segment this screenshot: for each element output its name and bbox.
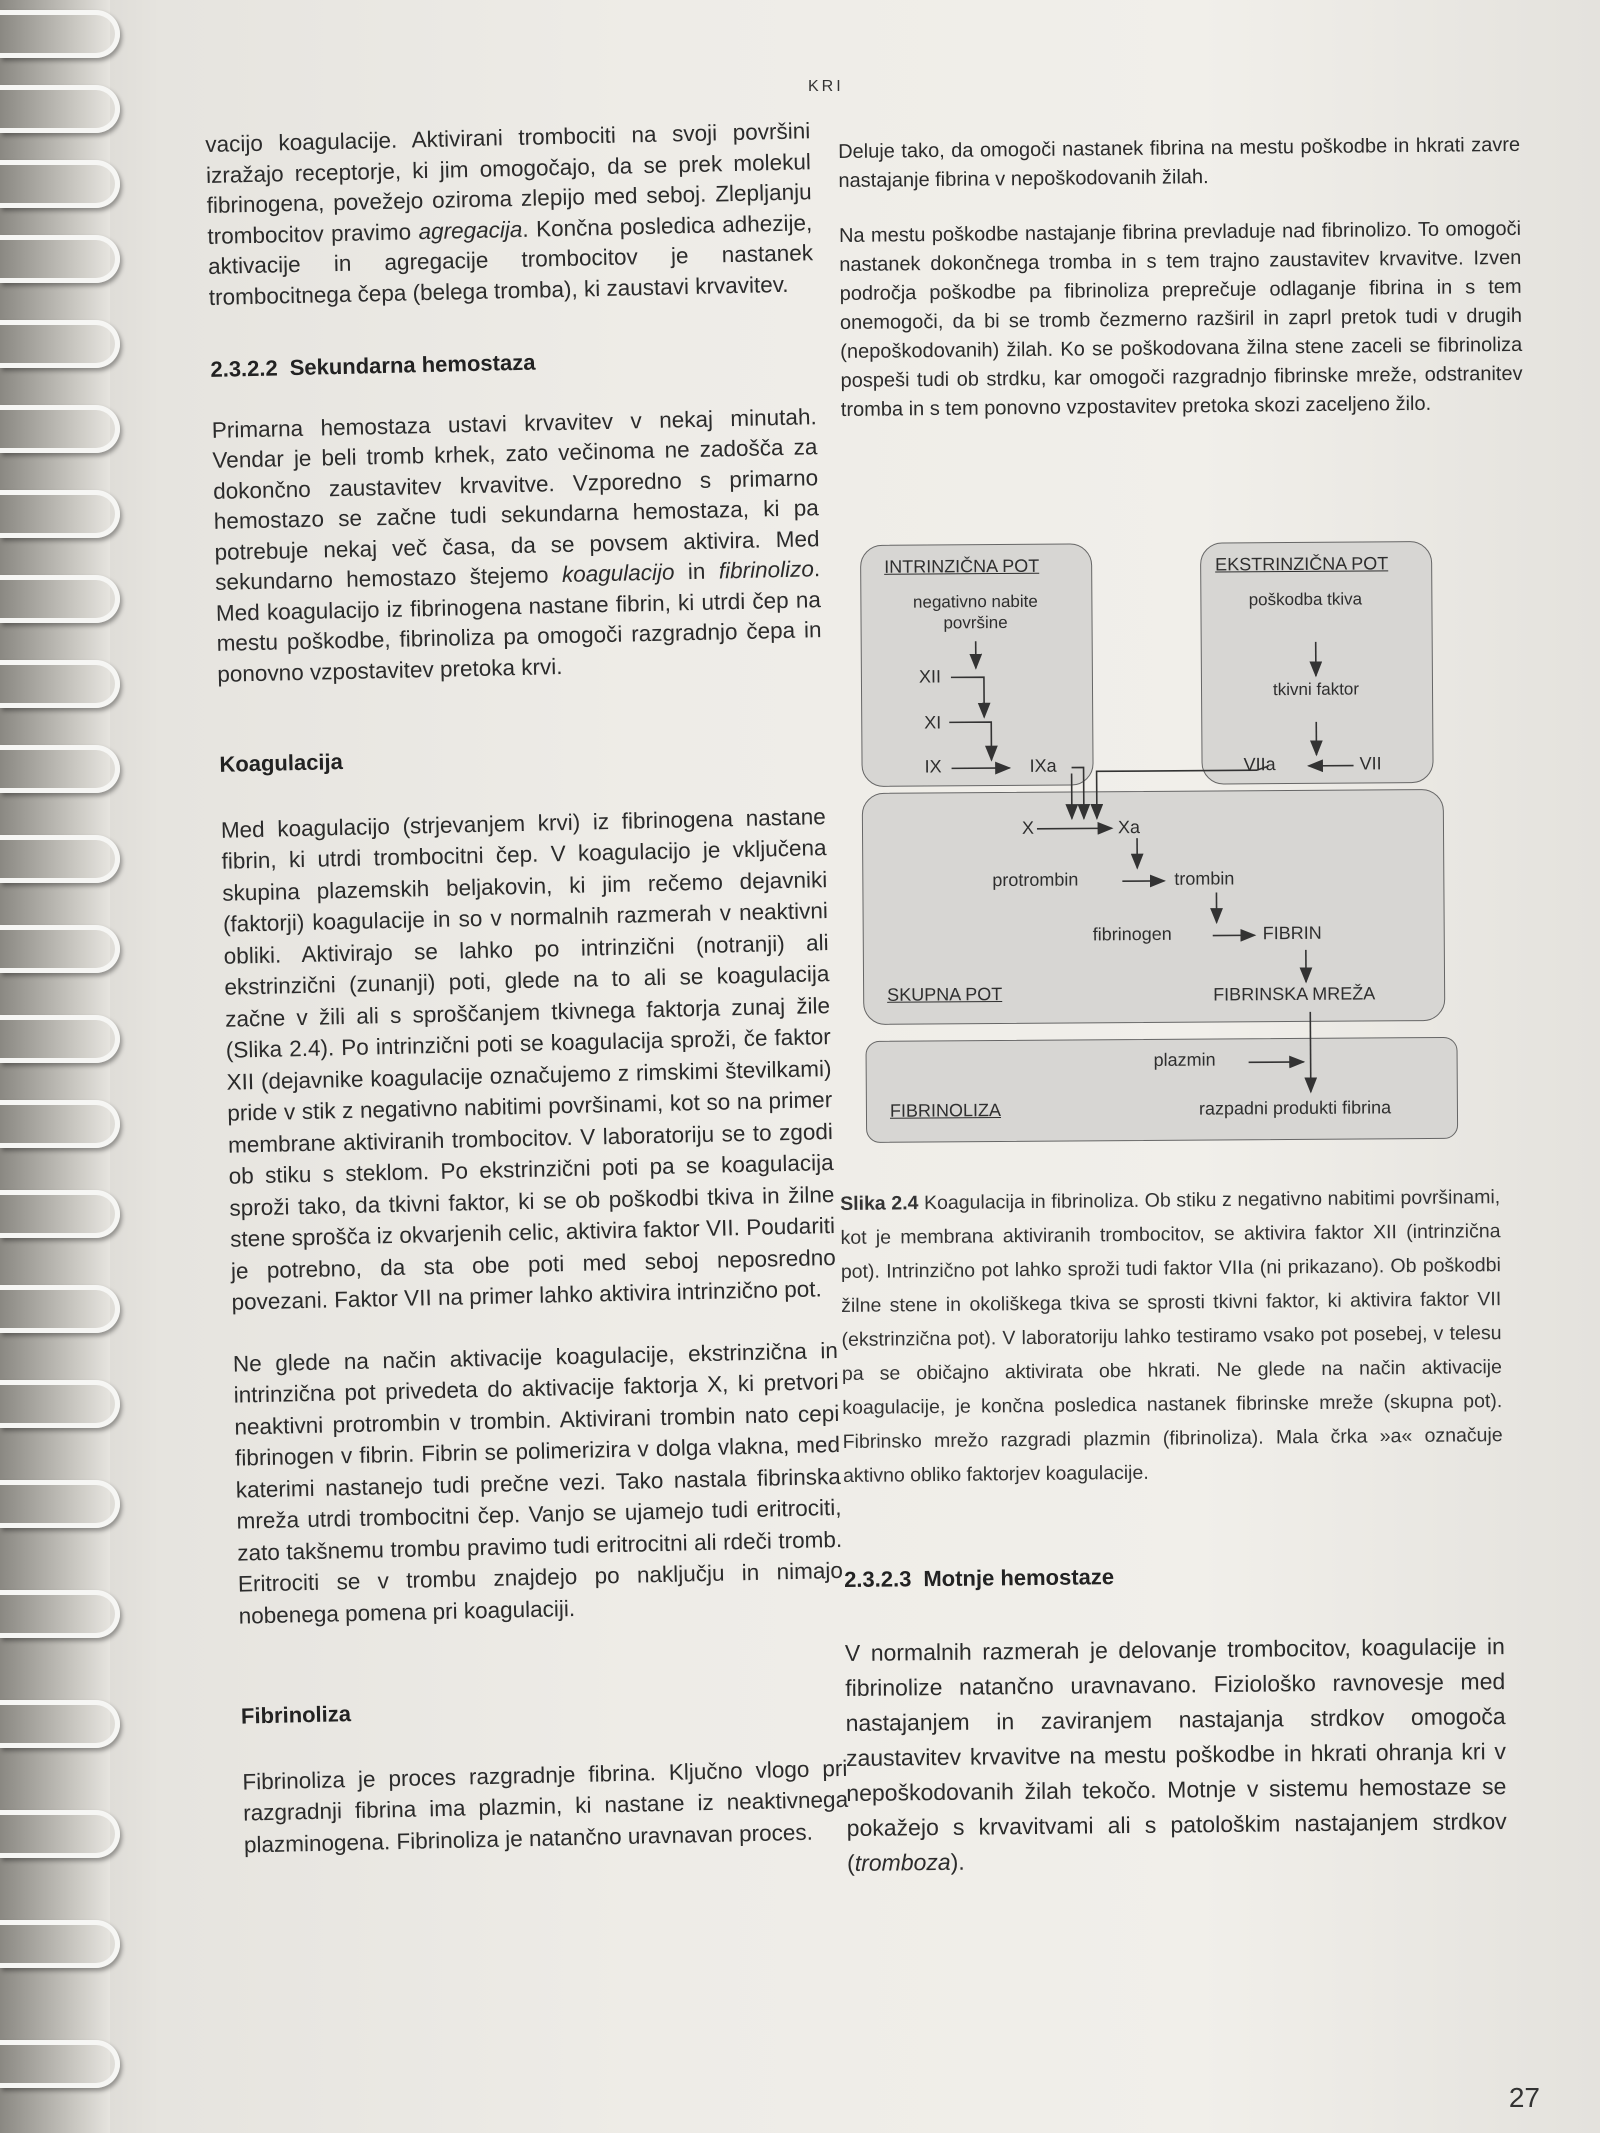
paragraph-deluje: Deluje tako, da omogoči nastanek fibrina na mestu poškodbe in hkrati zavre nastajanje fibrina v nepoškodovanih žilah. <box>838 133 1521 192</box>
binding-ring <box>0 1810 120 1858</box>
factor-vii: VII <box>1359 753 1382 774</box>
binding-ring <box>0 490 120 538</box>
page-number: 27 <box>1508 2082 1540 2113</box>
binding-ring <box>0 1700 120 1748</box>
paragraph-koagulacija-2: Ne glede na način aktivacije koagulacije, ekstrinzična in intrinzična pot privedeta do aktivacije faktorja X, ki pretvori neaktivni protrombin v trombin. Aktivirani trombin nato cepi fibrinogen v fibrin. Fibrin se polimerizira v dolga vlakna, med katerimi nastanejo tudi prečne vezi. Tako nastala fibrinska mreža utrdi trombocitni čep. Vanjo se ujamejo tudi eritrociti, zato takšnemu trombu pravimo tudi eritrocitni ali rdeči tromb. Eritrociti se v trombu znajdejo po naključju in nimajo nobenega pomena pri koagulaciji. <box>232 1337 844 1629</box>
running-head: KRI <box>808 78 844 95</box>
tissue-factor: tkivni faktor <box>1272 679 1360 700</box>
binding-ring <box>0 835 120 883</box>
binding-ring <box>0 1590 120 1638</box>
heading-motnje-hemostaze: 2.3.2.3 Motnje hemostaze <box>843 1564 1115 1592</box>
binding-ring <box>0 1380 120 1428</box>
binding-ring <box>0 575 120 623</box>
figure-caption: Slika 2.4 Koagulacija in fibrinoliza. Ob stiku z negativno nabitimi površinami, kot je membrana aktiviranih trombocitov, se aktivira faktor XII (intrinzična pot). Intrinzično pot lahko sproži tudi faktor VIIa (ni prikazano). Ob poškodbi žilne stene in okoliškega tkiva se sprosti tkivni faktor, ki aktivira faktor VII (ekstrinzična pot). V laboratoriju lahko testiramo vsako pot posebej, v telesu pa se običajno aktivirata obe hkrati. Ne glede na način aktivacije koagulacije, je končna posledica nastanek fibrinske mreže (skupna pot). Fibrinsko mrežo razgradi plazmin (fibrinoliza). Mala črka »a« označuje aktivno obliko faktorjev koagulacije. <box>840 1186 1503 1487</box>
paragraph-motnje: V normalnih razmerah je delovanje trombocitov, koagulacije in fibrinolize natančno uravnavano. Fiziološko ravnovesje med nastajanjem in zaviranjem nastajanja strdkov omogoča zaustavitev krvavitve na mestu poškodbe in hkrati ohranja kri v nepoškodovanih žilah tekočo. Motnje v sistemu hemostaze se pokažejo s krvavitvami ali s patološkim nastajanjem strdkov (tromboza). <box>844 1632 1507 1876</box>
factor-xii: XII <box>918 666 942 687</box>
binding-ring <box>0 160 120 208</box>
binding-ring <box>0 1190 120 1238</box>
factor-ixa: IXa <box>1029 755 1057 776</box>
binding-ring <box>0 85 120 133</box>
left-column <box>205 116 849 1860</box>
binding-ring <box>0 1285 120 1333</box>
factor-xi: XI <box>924 712 942 733</box>
extrinsic-title: EKSTRINZIČNA POT <box>1215 553 1389 575</box>
fibrin-mesh: FIBRINSKA MREŽA <box>1213 983 1376 1005</box>
heading-sekundarna-hemostaza: 2.3.2.2 Sekundarna hemostaza <box>210 349 536 382</box>
trombin: trombin <box>1174 868 1235 889</box>
binding-ring <box>0 925 120 973</box>
binding-ring <box>0 1015 120 1063</box>
binding-ring <box>0 1920 120 1968</box>
right-column-top <box>838 131 1523 425</box>
factor-x: X <box>1021 817 1035 838</box>
paragraph-fibrinoliza: Fibrinoliza je proces razgradnje fibrina. Ključno vlogo pri razgradnji fibrina ima plazmin, ki nastane iz neaktivnega plazminogena. Fibrinoliza je natančno uravnavan proces. <box>242 1755 849 1858</box>
paragraph-continued: vacijo koagulacije. Aktivirani trombociti na svoji površini izražajo receptorje, ki jim omogočajo, da se prek molekul fibrinogena, povežejo oziroma zlepijo med seboj. Zlepljanju trombocitov pravimo agregacija. Končna posledica adhezije, aktivacije in agregacije trombocitov je nastanek trombocitnega čepa (belega tromba), ki zaustavi krvavitev. <box>205 118 814 310</box>
binding-ring <box>0 235 120 283</box>
factor-xa: Xa <box>1117 817 1141 838</box>
binding-ring <box>0 1480 120 1528</box>
protrombin: protrombin <box>992 869 1079 891</box>
paragraph-na-mestu: Na mestu poškodbe nastajanje fibrina prevladuje nad fibrinolizo. To omogoči nastanek dokončnega tromba in s tem trajno zaustavitev krvavitve. Izven področja poškodbe pa fibrinoliza preprečuje odlaganje fibrina in s tem onemogoči, da bi se tromb čezmerno razširil in zaprl pretok tudi v drugih (nepoškodovanih) žilah. Ko se poškodovana žilna stene zaceli se fibrinoliza pospeši tudi ob strdku, kar omogoči razgradnjo fibrinske mreže, odstranitev tromba in s tem ponovno vzpostavitev pretoka skozi zaceljeno žilo. <box>838 217 1523 421</box>
plazmin: plazmin <box>1153 1049 1216 1070</box>
degradation-products: razpadni produkti fibrina <box>1198 1097 1392 1119</box>
binding-ring <box>0 660 120 708</box>
heading-fibrinoliza: Fibrinoliza <box>240 1701 352 1729</box>
coagulation-diagram <box>860 541 1464 1145</box>
tissue-injury: poškodba tkiva <box>1248 589 1363 610</box>
right-column-bottom <box>840 1180 1507 1880</box>
binding-ring <box>0 405 120 453</box>
binding-ring <box>0 1100 120 1148</box>
binding-ring <box>0 745 120 793</box>
binding-ring <box>0 320 120 368</box>
factor-ix: IX <box>924 756 942 777</box>
factor-viia: VIIa <box>1243 754 1276 775</box>
paragraph-koagulacija-1: Med koagulacijo (strjevanjem krvi) iz fibrinogena nastane fibrin, ki utrdi trombocitni čep. V koagulacijo je vključena skupina plazemskih beljakovin, ki jim rečemo dejavniki (faktorji) koagulacije in so v normalnih razmerah v neaktivni obliki. Aktivirajo se lahko po intrinzični (notranji) ali ekstrinzični (zunanji) poti, glede na to ali se koagulacija začne v žili ali s sproščanjem tkivnega faktorja zunaj žile (Slika 2.4). Po intrinzični poti se koagulacija sproži, če faktor XII (dejavnike koagulacije označujemo z rimskimi številkami) pride v stik z negativno nabitimi površinami, kot so na primer membrane aktiviranih trombocitov. V laboratoriju se to zgodi ob stiku s steklom. Po ekstrinzični poti pa se koagulacija sproži tako, da tkivni faktor, ki se ob poškodbi tkiva in žilne stene sprošča iz okvarjenih celic, aktivira faktor VII. Poudariti je potrebno, da sta obe poti med seboj neposredno povezani. Faktor VII na primer lahko aktivira intrinzično pot. <box>220 803 837 1315</box>
binding-ring <box>0 2040 120 2088</box>
intrinsic-surfaces: negativno nabite površine <box>912 591 1038 633</box>
fibrinolysis-title: FIBRINOLIZA <box>889 1100 1002 1121</box>
paragraph-sekundarna: Primarna hemostaza ustavi krvavitev v nekaj minutah. Vendar je beli tromb krhek, zato večinoma ne zadošča za dokončno zaustavitev krvavitve. Vzporedno s primarno hemostazo se začne tudi sekundarna hemostaza, ki pa potrebuje nekaj več časa, da se povsem aktivira. Med sekundarno hemostazo štejemo koagulacijo in fibrinolizo. Med koagulacijo iz fibrinogena nastane fibrin, ki utrdi čep na mestu poškodbe, fibrinoliza pa omogoči razgradnjo čepa in ponovno vzpostavitev pretoka krvi. <box>211 403 822 687</box>
fibrinogen: fibrinogen <box>1092 923 1172 945</box>
heading-koagulacija: Koagulacija <box>219 749 344 777</box>
binding-ring <box>0 10 120 58</box>
intrinsic-title: INTRINZIČNA POT <box>884 555 1040 577</box>
fibrin: FIBRIN <box>1262 922 1322 944</box>
common-pathway-title: SKUPNA POT <box>887 984 1003 1005</box>
